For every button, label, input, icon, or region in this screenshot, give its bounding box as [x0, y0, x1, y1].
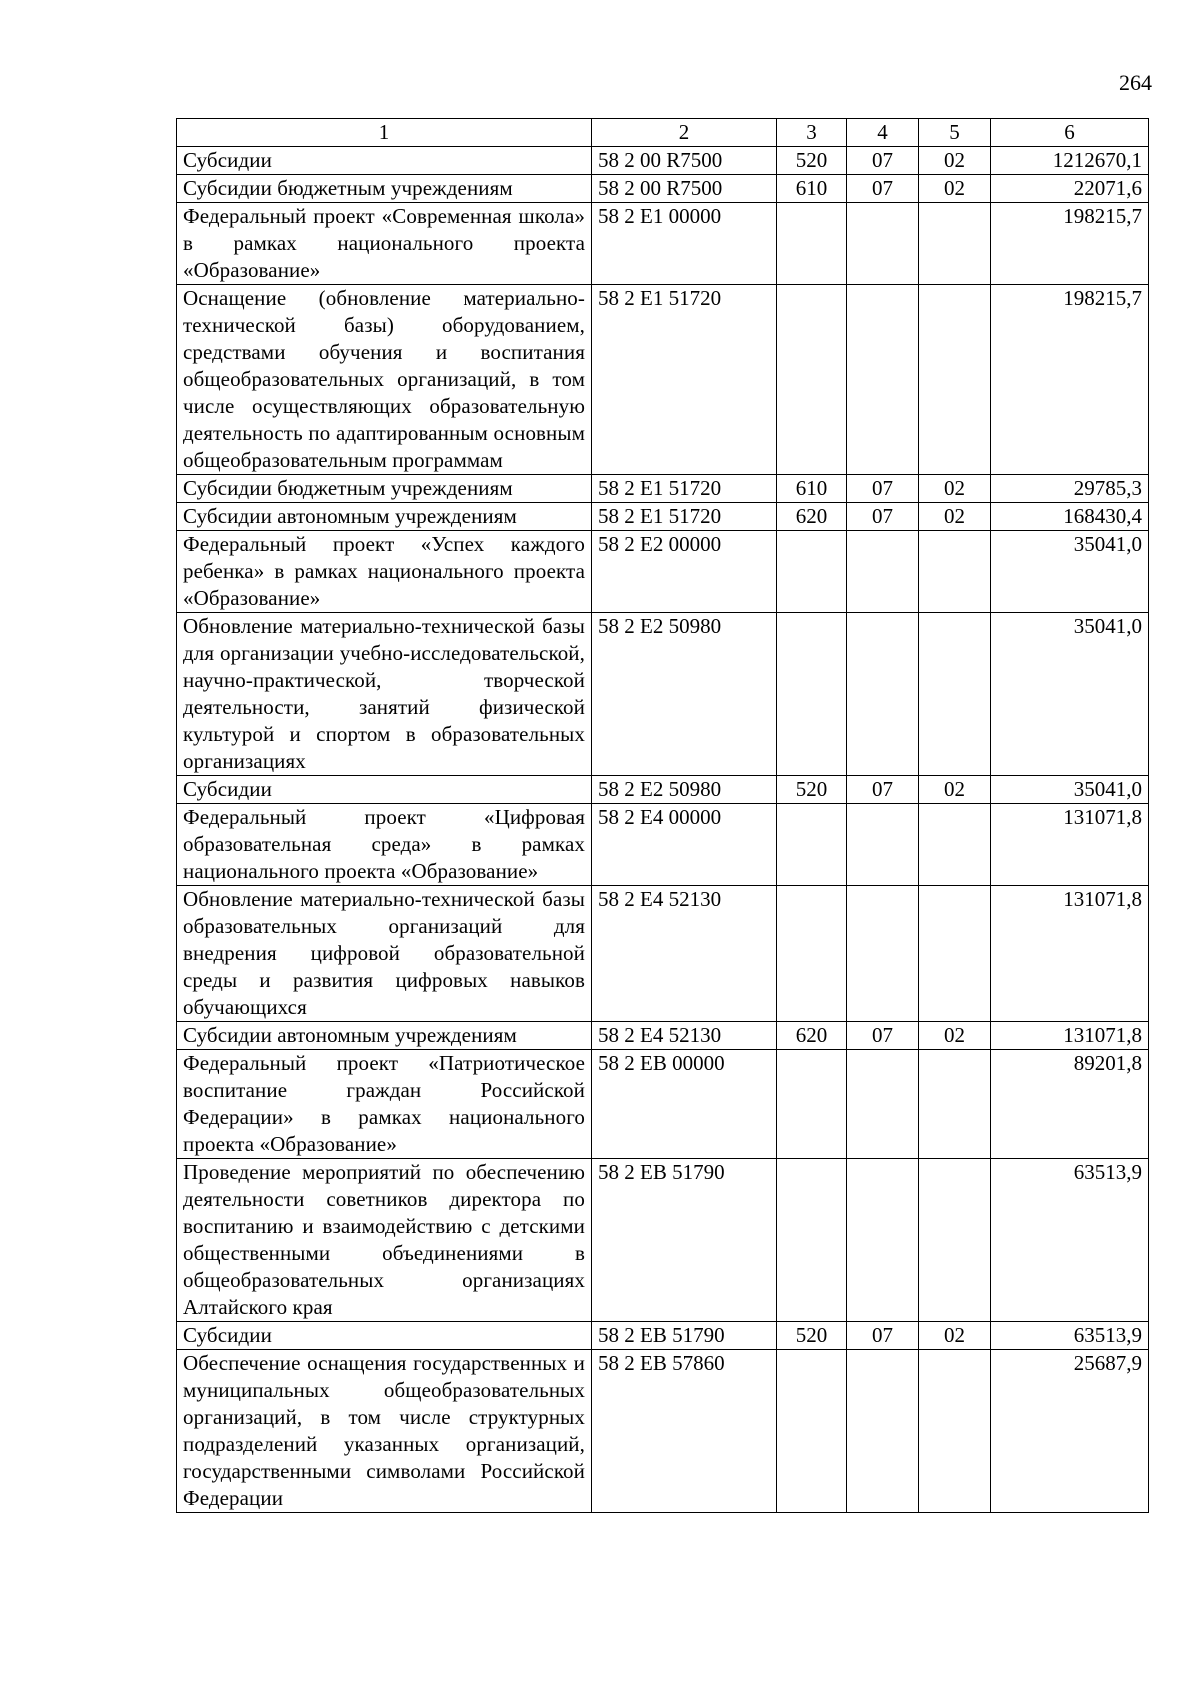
- row-col-5: 02: [919, 1022, 991, 1050]
- row-amount: 35041,0: [991, 776, 1149, 804]
- row-col-3: 610: [777, 475, 847, 503]
- row-amount: 63513,9: [991, 1159, 1149, 1322]
- row-code: 58 2 E2 50980: [592, 776, 777, 804]
- row-col-5: [919, 203, 991, 285]
- row-col-5: 02: [919, 503, 991, 531]
- row-col-3: 520: [777, 776, 847, 804]
- row-name: Обновление материально-технической базы для организации учебно-исследовательской, научно-практической, творческой деятельности, занятий физической культурой и спортом в образовательных организациях: [177, 613, 592, 776]
- row-amount: 168430,4: [991, 503, 1149, 531]
- header-col-5: 5: [919, 119, 991, 147]
- row-code: 58 2 E2 00000: [592, 531, 777, 613]
- table-row: [177, 475, 1149, 503]
- row-amount: 25687,9: [991, 1350, 1149, 1513]
- row-col-4: [847, 1050, 919, 1159]
- row-col-5: [919, 1159, 991, 1322]
- row-name: Субсидии: [177, 147, 592, 175]
- header-col-1: 1: [177, 119, 592, 147]
- table-row: [177, 1159, 1149, 1322]
- row-col-4: 07: [847, 776, 919, 804]
- header-col-4: 4: [847, 119, 919, 147]
- row-code: 58 2 E2 50980: [592, 613, 777, 776]
- row-col-5: 02: [919, 475, 991, 503]
- row-code: 58 2 00 R7500: [592, 175, 777, 203]
- row-name: Проведение мероприятий по обеспечению деятельности советников директора по воспитанию и взаимодействию с детскими общественными объединениями в общеобразовательных организациях Алтайского края: [177, 1159, 592, 1322]
- row-col-4: 07: [847, 475, 919, 503]
- row-col-5: [919, 531, 991, 613]
- row-name: Федеральный проект «Патриотическое воспитание граждан Российской Федерации» в рамках национального проекта «Образование»: [177, 1050, 592, 1159]
- header-col-3: 3: [777, 119, 847, 147]
- row-col-5: [919, 285, 991, 475]
- row-col-4: [847, 613, 919, 776]
- row-amount: 29785,3: [991, 475, 1149, 503]
- row-col-5: [919, 1350, 991, 1513]
- row-col-3: [777, 1050, 847, 1159]
- row-col-3: 520: [777, 147, 847, 175]
- row-col-3: [777, 804, 847, 886]
- table-row: [177, 175, 1149, 203]
- row-col-5: [919, 886, 991, 1022]
- row-amount: 131071,8: [991, 886, 1149, 1022]
- row-name: Федеральный проект «Современная школа» в рамках национального проекта «Образование»: [177, 203, 592, 285]
- table-row: [177, 1350, 1149, 1513]
- table-row: [177, 503, 1149, 531]
- row-code: 58 2 E1 00000: [592, 203, 777, 285]
- row-col-3: [777, 531, 847, 613]
- row-col-4: 07: [847, 1022, 919, 1050]
- table-row: [177, 1322, 1149, 1350]
- row-col-4: [847, 285, 919, 475]
- table-row: [177, 203, 1149, 285]
- row-name: Субсидии автономным учреждениям: [177, 1022, 592, 1050]
- row-amount: 131071,8: [991, 1022, 1149, 1050]
- table-row: [177, 1022, 1149, 1050]
- row-col-3: [777, 613, 847, 776]
- header-col-6: 6: [991, 119, 1149, 147]
- row-col-5: 02: [919, 776, 991, 804]
- row-amount: 198215,7: [991, 285, 1149, 475]
- row-code: 58 2 E4 52130: [592, 1022, 777, 1050]
- row-col-3: [777, 1159, 847, 1322]
- row-name: Федеральный проект «Цифровая образовательная среда» в рамках национального проекта «Образование»: [177, 804, 592, 886]
- row-code: 58 2 E1 51720: [592, 503, 777, 531]
- row-name: Субсидии бюджетным учреждениям: [177, 475, 592, 503]
- row-col-3: [777, 203, 847, 285]
- row-name: Оснащение (обновление материально-технической базы) оборудованием, средствами обучения и воспитания общеобразовательных организаций, в том числе осуществляющих образовательную деятельность по адаптированным основным общеобразовательным программам: [177, 285, 592, 475]
- row-name: Субсидии: [177, 776, 592, 804]
- row-col-4: [847, 1159, 919, 1322]
- row-col-5: 02: [919, 1322, 991, 1350]
- row-name: Субсидии бюджетным учреждениям: [177, 175, 592, 203]
- row-amount: 63513,9: [991, 1322, 1149, 1350]
- row-name: Субсидии автономным учреждениям: [177, 503, 592, 531]
- table-row: [177, 531, 1149, 613]
- row-col-3: 620: [777, 503, 847, 531]
- row-name: Обеспечение оснащения государственных и муниципальных общеобразовательных организаций, в том числе структурных подразделений указанных организаций, государственными символами Российской Федерации: [177, 1350, 592, 1513]
- row-name: Федеральный проект «Успех каждого ребенка» в рамках национального проекта «Образование»: [177, 531, 592, 613]
- row-code: 58 2 EB 57860: [592, 1350, 777, 1513]
- table-row: [177, 804, 1149, 886]
- row-col-4: 07: [847, 175, 919, 203]
- row-code: 58 2 EB 51790: [592, 1159, 777, 1322]
- row-amount: 22071,6: [991, 175, 1149, 203]
- table-row: [177, 886, 1149, 1022]
- row-col-3: 520: [777, 1322, 847, 1350]
- row-amount: 89201,8: [991, 1050, 1149, 1159]
- row-name: Обновление материально-технической базы образовательных организаций для внедрения цифровой образовательной среды и развития цифровых навыков обучающихся: [177, 886, 592, 1022]
- row-col-4: 07: [847, 503, 919, 531]
- row-code: 58 2 E1 51720: [592, 475, 777, 503]
- row-code: 58 2 E4 52130: [592, 886, 777, 1022]
- row-col-4: 07: [847, 147, 919, 175]
- row-col-5: 02: [919, 147, 991, 175]
- page-number: 264: [1119, 70, 1152, 95]
- row-amount: 1212670,1: [991, 147, 1149, 175]
- row-amount: 198215,7: [991, 203, 1149, 285]
- row-col-5: [919, 804, 991, 886]
- row-col-5: [919, 1050, 991, 1159]
- row-col-4: [847, 531, 919, 613]
- row-code: 58 2 EB 00000: [592, 1050, 777, 1159]
- row-col-3: 620: [777, 1022, 847, 1050]
- row-amount: 35041,0: [991, 613, 1149, 776]
- table-row: [177, 613, 1149, 776]
- table-row: [177, 147, 1149, 175]
- row-name: Субсидии: [177, 1322, 592, 1350]
- row-col-4: [847, 886, 919, 1022]
- table-header-row: [177, 119, 1149, 147]
- row-col-3: [777, 1350, 847, 1513]
- table-row: [177, 776, 1149, 804]
- row-col-4: [847, 1350, 919, 1513]
- row-code: 58 2 E1 51720: [592, 285, 777, 475]
- row-col-4: 07: [847, 1322, 919, 1350]
- row-col-4: [847, 804, 919, 886]
- row-amount: 35041,0: [991, 531, 1149, 613]
- row-col-3: [777, 886, 847, 1022]
- row-col-4: [847, 203, 919, 285]
- row-code: 58 2 EB 51790: [592, 1322, 777, 1350]
- row-amount: 131071,8: [991, 804, 1149, 886]
- header-col-2: 2: [592, 119, 777, 147]
- budget-table: [176, 118, 1149, 1513]
- row-col-5: 02: [919, 175, 991, 203]
- row-code: 58 2 00 R7500: [592, 147, 777, 175]
- row-col-3: [777, 285, 847, 475]
- row-col-3: 610: [777, 175, 847, 203]
- row-col-5: [919, 613, 991, 776]
- table-row: [177, 1050, 1149, 1159]
- row-code: 58 2 E4 00000: [592, 804, 777, 886]
- table-row: [177, 285, 1149, 475]
